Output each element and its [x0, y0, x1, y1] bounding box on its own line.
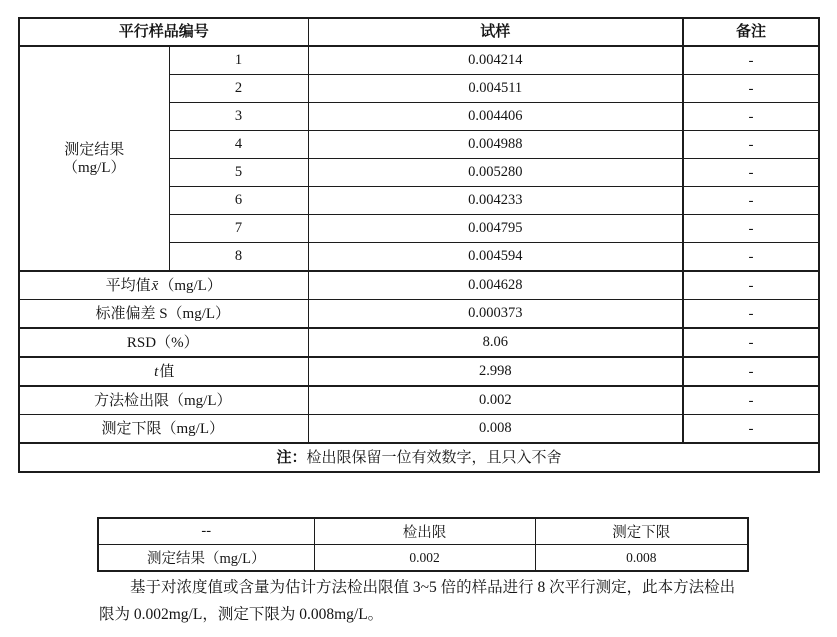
remark-value: -: [683, 75, 819, 103]
summary-label-stdev: 标准偏差 S（mg/L）: [19, 300, 308, 329]
remark-value: -: [683, 159, 819, 187]
specimen-value: 0.005280: [308, 159, 683, 187]
sample-index: 8: [169, 243, 308, 272]
remark-value: -: [683, 187, 819, 215]
group-label-line1: 测定结果: [64, 141, 125, 158]
summary-label-lower-limit: 测定下限（mg/L）: [19, 415, 308, 444]
summary-header-detection-limit: 检出限: [314, 518, 535, 545]
remark-value: -: [683, 415, 819, 444]
summary-label-tvalue: t值: [19, 357, 308, 386]
summary-value-tvalue: 2.998: [308, 357, 683, 386]
remark-value: -: [683, 357, 819, 386]
table-note: [19, 443, 819, 472]
sample-index: 2: [169, 75, 308, 103]
note-row: [19, 443, 819, 472]
limits-summary-table: [97, 517, 749, 572]
note-prefix: 注：: [276, 449, 307, 466]
t-symbol: t: [154, 363, 159, 380]
sample-index: 4: [169, 131, 308, 159]
detection-limit-results-table: [18, 17, 820, 473]
sample-index: 6: [169, 187, 308, 215]
summary-value-stdev: 0.000373: [308, 300, 683, 329]
summary-detection-limit-value: 0.002: [314, 545, 535, 572]
summary-value-rsd: 8.06: [308, 328, 683, 357]
summary-label-mean: 平均值x̄（mg/L）: [19, 271, 308, 300]
remark-value: -: [683, 46, 819, 75]
remark-value: -: [683, 328, 819, 357]
summary-table-header-row: [98, 518, 748, 545]
header-sample-no: 平行样品编号: [19, 18, 308, 46]
summary-row-tvalue: [19, 357, 819, 386]
remark-value: -: [683, 300, 819, 329]
summary-lower-limit-value: 0.008: [535, 545, 748, 572]
specimen-value: 0.004214: [308, 46, 683, 75]
remark-value: -: [683, 386, 819, 415]
specimen-value: 0.004233: [308, 187, 683, 215]
summary-row-stdev: [19, 300, 819, 329]
summary-value-lower-limit: 0.008: [308, 415, 683, 444]
header-remark: 备注: [683, 18, 819, 46]
sample-index: 7: [169, 215, 308, 243]
summary-header-blank: --: [98, 518, 314, 545]
note-text: 检出限保留一位有效数字，且只入不舍: [306, 449, 562, 466]
specimen-value: 0.004511: [308, 75, 683, 103]
sample-index: 1: [169, 46, 308, 75]
summary-row-detection-limit: [19, 386, 819, 415]
remark-value: -: [683, 131, 819, 159]
summary-row-lower-limit: [19, 415, 819, 444]
summary-value-mean: 0.004628: [308, 271, 683, 300]
remark-value: -: [683, 215, 819, 243]
sample-index: 5: [169, 159, 308, 187]
summary-row-label: 测定结果（mg/L）: [98, 545, 314, 572]
summary-label-rsd: RSD（%）: [19, 328, 308, 357]
measurement-row: [19, 46, 819, 75]
header-row: [19, 18, 819, 46]
remark-value: -: [683, 243, 819, 272]
xbar-symbol: x̄: [151, 277, 159, 294]
specimen-value: 0.004988: [308, 131, 683, 159]
summary-row-rsd: [19, 328, 819, 357]
specimen-value: 0.004795: [308, 215, 683, 243]
measurement-group-label: [19, 46, 169, 271]
remark-value: -: [683, 271, 819, 300]
summary-header-lower-limit: 测定下限: [535, 518, 748, 545]
summary-value-detection-limit: 0.002: [308, 386, 683, 415]
conclusion-paragraph: 基于对浓度值或含量为估计方法检出限值 3~5 倍的样品进行 8 次平行测定，此本方法检出限为 0.002mg/L，测定下限为 0.008mg/L。: [99, 579, 736, 623]
summary-label-detection-limit: 方法检出限（mg/L）: [19, 386, 308, 415]
specimen-value: 0.004406: [308, 103, 683, 131]
summary-row-mean: [19, 271, 819, 300]
group-label-line2: （mg/L）: [63, 159, 126, 176]
sample-index: 3: [169, 103, 308, 131]
summary-table-data-row: [98, 545, 748, 572]
specimen-value: 0.004594: [308, 243, 683, 272]
header-specimen: 试样: [308, 18, 683, 46]
remark-value: -: [683, 103, 819, 131]
